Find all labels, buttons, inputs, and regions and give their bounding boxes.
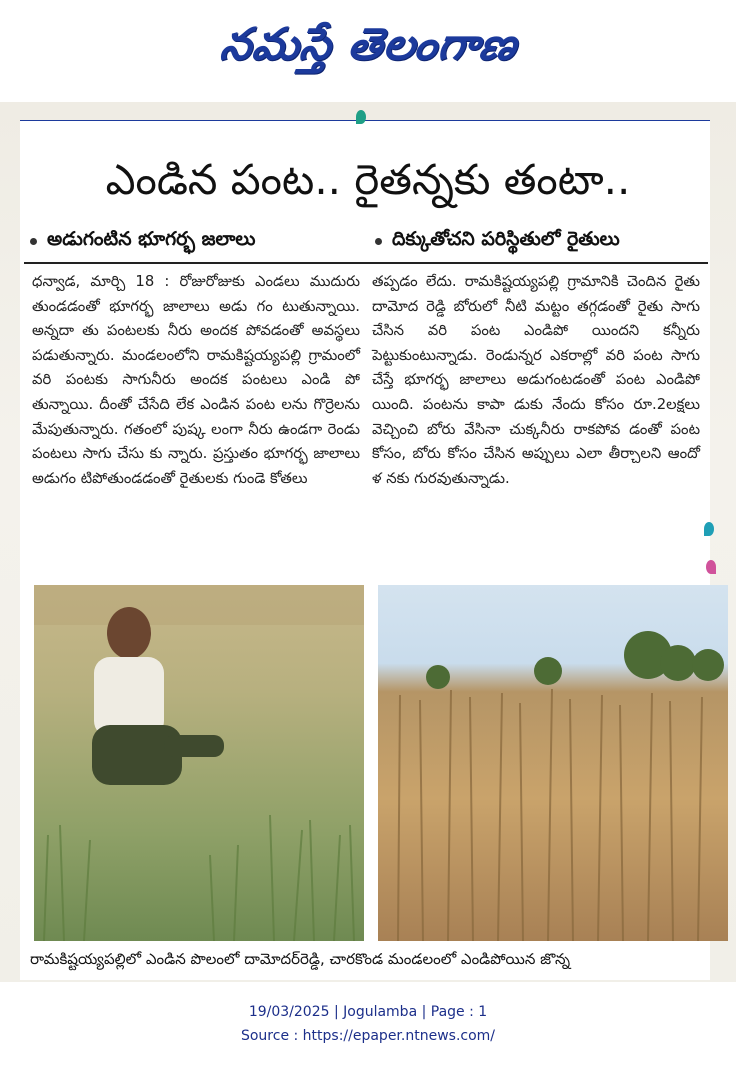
bullet-icon xyxy=(30,238,37,245)
article-headline: ఎండిన పంట.. రైతన్నకు తంటా.. xyxy=(105,155,631,204)
dry-crop-photo xyxy=(378,585,728,941)
crop-field-illustration xyxy=(378,585,728,941)
decorative-drop-icon xyxy=(706,560,716,574)
right-column xyxy=(372,270,700,491)
left-column xyxy=(32,270,360,491)
newspaper-logo: నమస్తే తెలంగాణ xyxy=(217,19,521,70)
subhead-left xyxy=(24,226,369,256)
bullet-icon xyxy=(375,238,382,245)
masthead xyxy=(0,0,736,100)
decorative-drop-icon xyxy=(356,110,366,124)
left-column-text: ధన్వాడ, మార్చి 18 : రోజురోజుకు ఎండలు ముదురు తుండడంతో భూగర్భ జాలాలు అడు గం టుతున్నాయి. అన్నదా తు పంటలకు నీరు అందక పోవడంతో అవస్థలు పడుతున్నారు. మండలంలోని రామకిష్టయ్యపల్లి గ్రామంలో వరి పంటకు సాగునీరు అందక పంటలు ఎండి పో తున్నాయి. దీంతో చేసేది లేక ఎండిన పంట లను గొర్రెలను మేపుతున్నారు. గతంలో పుష్క లంగా నీరు ఉండగా రెండు పంటలు సాగు చేసు కు న్నారు. ప్రస్తుతం భూగర్భ జాలాలు అడుగం టిపోతుండడంతో రైతులకు గుండె కోతలు xyxy=(32,273,360,487)
photo-caption: రామకిష్టయ్యపల్లిలో ఎండిన పొలంలో దామోదర్‌రెడ్డి, చారకొండ మండలంలో ఎండిపోయిన జొన్న xyxy=(30,950,571,968)
subhead-left-text: అడుగంటిన భూగర్భ జలాలు xyxy=(47,227,256,250)
farmer-illustration xyxy=(34,585,364,941)
decorative-drop-icon xyxy=(704,522,714,536)
farmer-photo xyxy=(34,585,364,941)
subheads xyxy=(24,226,714,256)
footer-source: Source : https://epaper.ntnews.com/ xyxy=(240,1028,496,1044)
subhead-right-text: దిక్కుతోచని పరిస్థితులో రైతులు xyxy=(392,227,620,250)
right-column-text: తప్పడం లేదు. రామకిష్టయ్యపల్లి గ్రామానికి చెందిన రైతు దామోద రెడ్డి బోరులో నీటి మట్టం తగ్గడంతో రైతు సాగు చేసిన వరి పంట ఎండిపో యిందని కన్నీరు పెట్టుకుంటున్నాడు. రెండున్నర ఎకరాల్లో వరి పంట సాగు చేస్తే భూగర్భ జాలాలు అడుగంటడంతో పంట ఎండిపో యింది. పంటను కాపా డుకు నేందు కోసం రూ.2లక్షలు వెచ్చించి బోరు వేసినా చుక్కనీరు రాకపోవ డంతో పంట కోసం, బోరు కోసం చేసిన అప్పులు ఎలా తీర్చాలని ఆందో ళ నకు గురవుతున్నాడు. xyxy=(372,273,700,487)
footer-date-edition: 19/03/2025 | Jogulamba | Page : 1 xyxy=(248,1004,488,1020)
subhead-right xyxy=(369,226,714,256)
column-rule xyxy=(24,262,708,264)
page-footer xyxy=(0,1000,736,1048)
